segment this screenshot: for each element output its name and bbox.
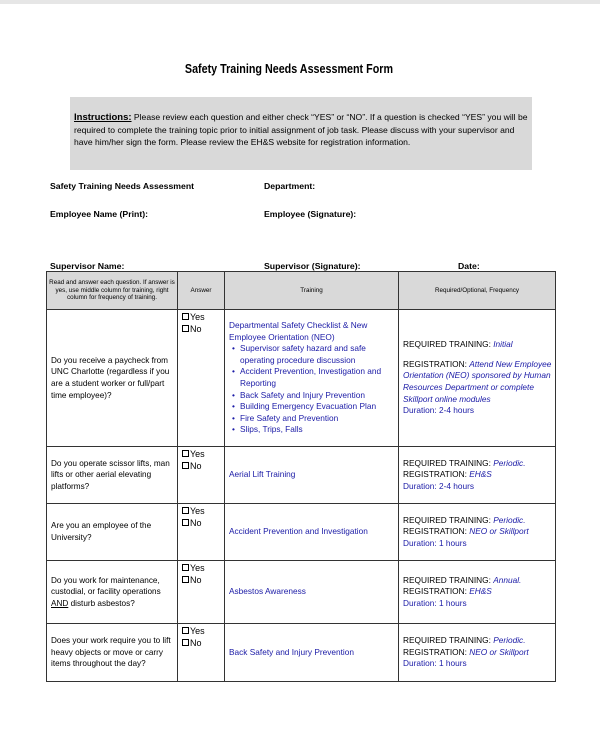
no-checkbox[interactable] (182, 519, 189, 526)
no-label: No (190, 517, 202, 528)
required-training-value: Initial (493, 339, 513, 350)
no-label: No (190, 637, 202, 648)
no-checkbox[interactable] (182, 639, 189, 646)
no-label: No (190, 574, 202, 585)
question-text: Do you work for maintenance, custodial, or facility operations (51, 575, 161, 597)
registration-value: EH&S (469, 586, 492, 597)
training-cell (225, 447, 399, 504)
training-list-item: • Accident Prevention, Investigation and Reporting (240, 366, 395, 389)
supervisor-signature-field[interactable]: Supervisor (Signature): (264, 261, 361, 271)
answer-cell (178, 504, 225, 561)
employee-signature-field[interactable]: Employee (Signature): (264, 209, 357, 219)
yes-label: Yes (190, 312, 205, 322)
required-training-label: REQUIRED TRAINING: (403, 574, 491, 585)
answer-cell (178, 624, 225, 682)
registration-value: NEO or Skillport (469, 646, 529, 657)
no-option[interactable] (182, 518, 224, 530)
top-rule (0, 0, 600, 4)
answer-cell (178, 447, 225, 504)
required-training-label: REQUIRED TRAINING: (403, 457, 491, 468)
no-label: No (190, 323, 202, 334)
training-title: Departmental Safety Checklist & New Employee Orientation (NEO) (229, 320, 368, 342)
training-list-item: • Building Emergency Evacuation Plan (240, 401, 395, 413)
department-field[interactable]: Department: (264, 181, 316, 191)
yes-checkbox[interactable] (182, 450, 189, 457)
training-cell (225, 310, 399, 447)
question-cell: Do you receive a paycheck from UNC Charlotte (regardless if you are a student worker or full/part time employee)? (47, 310, 178, 447)
header-training: Training (225, 272, 399, 310)
yes-label: Yes (190, 563, 205, 573)
registration-label: REGISTRATION: (403, 469, 467, 480)
yes-checkbox[interactable] (182, 507, 189, 514)
employee-name-field[interactable]: Employee Name (Print): (50, 209, 148, 219)
required-training-value: Annual. (493, 574, 522, 585)
frequency-cell (399, 561, 556, 624)
question-text: disturb asbestos? (68, 598, 135, 608)
header-question: Read and answer each question. If answer is yes, use middle column for training, right column for frequency of training. (47, 272, 178, 310)
yes-checkbox[interactable] (182, 564, 189, 571)
yes-checkbox[interactable] (182, 313, 189, 320)
question-cell: Does your work require you to lift heavy objects or move or carry items throughout the day? (47, 624, 178, 682)
registration-label: REGISTRATION: (403, 526, 467, 537)
duration: Duration: 1 hours (403, 597, 467, 608)
table-row (47, 447, 556, 504)
table-header-row (47, 272, 556, 310)
registration-label: REGISTRATION: (403, 586, 467, 597)
assessment-label: Safety Training Needs Assessment (50, 181, 195, 191)
required-training-value: Periodic. (493, 457, 526, 468)
training-cell (225, 504, 399, 561)
training-list-item: • Fire Safety and Prevention (240, 413, 395, 425)
registration-value: Attend New Employee Orientation (NEO) sponsored by Human Resources Department or complete Skillport online modules (403, 358, 552, 404)
table-row (47, 310, 556, 447)
training-cell (225, 624, 399, 682)
answer-cell (178, 310, 225, 447)
duration: Duration: 2-4 hours (403, 480, 475, 491)
registration-value: NEO or Skillport (469, 526, 529, 537)
question-emphasis: AND (51, 598, 69, 608)
header-answer: Answer (178, 272, 225, 310)
instructions-lead: Instructions: (74, 112, 132, 123)
training-title: Asbestos Awareness (229, 586, 306, 597)
registration-label: REGISTRATION: (403, 646, 467, 657)
frequency-cell (399, 504, 556, 561)
training-cell (225, 561, 399, 624)
header-frequency: Required/Optional, Frequency (399, 272, 556, 310)
table-row (47, 504, 556, 561)
yes-option[interactable] (182, 506, 224, 518)
no-label: No (190, 460, 202, 471)
question-cell: Do you operate scissor lifts, man lifts or other aerial elevating platforms? (47, 447, 178, 504)
instructions-text: Please review each question and either check “YES” or “NO”. If a question is checked “YES” you will be required to complete the training topic prior to initial assignment of job task. Please discuss with your supervisor and have him/her sign the form. Please review the EH&S website for registration information. (74, 112, 528, 148)
frequency-cell (399, 310, 556, 447)
yes-option[interactable] (182, 563, 224, 575)
duration: Duration: 1 hours (403, 658, 467, 669)
instructions-box (70, 97, 532, 170)
no-checkbox[interactable] (182, 462, 189, 469)
training-title: Back Safety and Injury Prevention (229, 646, 354, 657)
table-row (47, 561, 556, 624)
no-checkbox[interactable] (182, 576, 189, 583)
required-training-label: REQUIRED TRAINING: (403, 514, 491, 525)
assessment-table (46, 271, 556, 682)
required-training-value: Periodic. (493, 635, 526, 646)
training-title: Aerial Lift Training (229, 469, 296, 480)
no-option[interactable] (182, 324, 224, 336)
duration: Duration: 1 hours (403, 537, 467, 548)
question-cell (47, 561, 178, 624)
no-option[interactable] (182, 638, 224, 650)
supervisor-name-field[interactable]: Supervisor Name: (50, 261, 125, 271)
frequency-cell (399, 447, 556, 504)
training-list-item: • Slips, Trips, Falls (240, 424, 395, 436)
yes-option[interactable] (182, 626, 224, 638)
registration-value: EH&S (469, 469, 492, 480)
page-title: Safety Training Needs Assessment Form (184, 62, 394, 76)
training-title: Accident Prevention and Investigation (229, 526, 368, 537)
required-training-label: REQUIRED TRAINING: (403, 635, 491, 646)
training-list-item: • Supervisor safety hazard and safe operating procedure discussion (240, 343, 395, 366)
yes-option[interactable] (182, 449, 224, 461)
no-option[interactable] (182, 461, 224, 473)
yes-option[interactable] (182, 312, 224, 324)
yes-label: Yes (190, 626, 205, 636)
registration-label: REGISTRATION: (403, 358, 467, 369)
yes-label: Yes (190, 506, 205, 516)
required-training-value: Periodic. (493, 514, 526, 525)
question-cell: Are you an employee of the University? (47, 504, 178, 561)
table-row (47, 624, 556, 682)
frequency-cell (399, 624, 556, 682)
date-field[interactable]: Date: (458, 261, 480, 271)
duration: Duration: 2-4 hours (403, 405, 475, 416)
yes-label: Yes (190, 449, 205, 459)
no-option[interactable] (182, 575, 224, 587)
training-list (229, 343, 395, 436)
training-list-item: • Back Safety and Injury Prevention (240, 390, 395, 402)
no-checkbox[interactable] (182, 325, 189, 332)
required-training-label: REQUIRED TRAINING: (403, 339, 491, 350)
answer-cell (178, 561, 225, 624)
yes-checkbox[interactable] (182, 627, 189, 634)
